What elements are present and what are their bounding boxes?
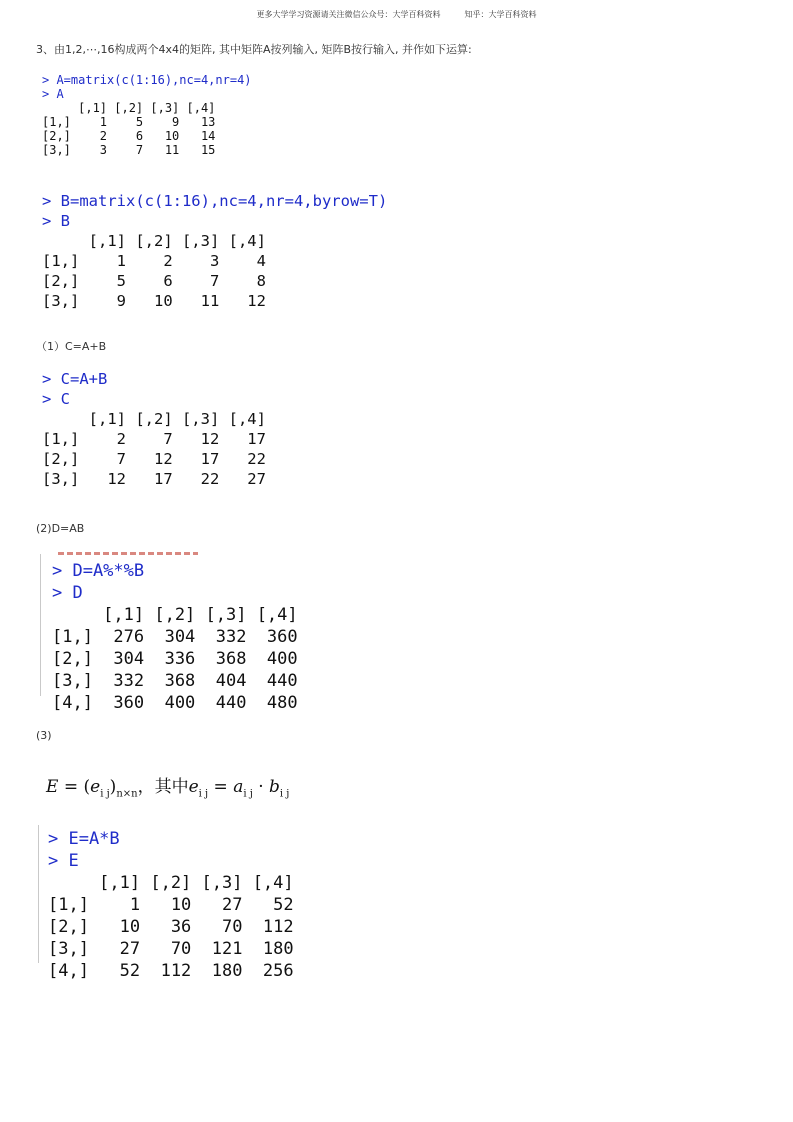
console-output-line: [3,] 9 10 11 12 xyxy=(42,292,266,310)
console-command-line: > A=matrix(c(1:16),nc=4,nr=4) xyxy=(42,73,252,87)
console-output-line: [1,] 276 304 332 360 xyxy=(52,627,298,647)
console-output-line: [1,] 1 10 27 52 xyxy=(48,895,294,915)
console-command-line: > A xyxy=(42,87,64,101)
console-output-line: [1,] 1 2 3 4 xyxy=(42,252,266,270)
console-output-line: [3,] 27 70 121 180 xyxy=(48,939,294,959)
console-output-line: [2,] 10 36 70 112 xyxy=(48,917,294,937)
console-block-a xyxy=(42,73,302,157)
formula-e-definition: $E = (e_{i j})_{n\times n}$，其中$e_{i j} = a_{i j} \cdot b_{i j}$ xyxy=(46,777,290,800)
console-output-line: [,1] [,2] [,3] [,4] xyxy=(42,101,216,115)
console-output-line: [,1] [,2] [,3] [,4] xyxy=(48,873,294,893)
console-output-line: [3,] 332 368 404 440 xyxy=(52,671,298,691)
cropped-previous-line xyxy=(58,552,198,555)
console-block-d xyxy=(52,560,352,713)
console-command-line: > B xyxy=(42,212,70,230)
console-output-line: [2,] 7 12 17 22 xyxy=(42,450,266,468)
section-label-3: (3) xyxy=(36,729,52,742)
console-command-line: > D xyxy=(52,583,83,603)
section-label-2: (2)D=AB xyxy=(36,522,85,535)
console-command-line: > E=A*B xyxy=(48,829,120,849)
console-output-line: [1,] 2 7 12 17 xyxy=(42,430,266,448)
console-command-line: > B=matrix(c(1:16),nc=4,nr=4,byrow=T) xyxy=(42,192,388,210)
console-edge xyxy=(40,554,41,696)
console-command-line: > E xyxy=(48,851,79,871)
console-output-line: [,1] [,2] [,3] [,4] xyxy=(42,410,266,428)
console-block-b xyxy=(42,191,442,309)
console-command-line: > C xyxy=(42,390,70,408)
console-output-line: [1,] 1 5 9 13 xyxy=(42,115,216,129)
console-output-line: [,1] [,2] [,3] [,4] xyxy=(52,605,298,625)
console-output-line: [4,] 360 400 440 480 xyxy=(52,693,298,713)
console-block-e xyxy=(48,828,348,981)
console-command-line: > C=A+B xyxy=(42,370,108,388)
console-output-line: [2,] 2 6 10 14 xyxy=(42,129,216,143)
console-command-line: > D=A%*%B xyxy=(52,561,145,581)
console-block-c xyxy=(42,369,342,490)
page-header: 更多大学学习资源请关注微信公众号：大学百科资料 知乎：大学百科资料 xyxy=(256,10,537,19)
section-label-1: （1）C=A+B xyxy=(36,340,107,353)
console-output-line: [3,] 3 7 11 15 xyxy=(42,143,216,157)
console-output-line: [,1] [,2] [,3] [,4] xyxy=(42,232,266,250)
console-edge xyxy=(38,825,39,963)
console-output-line: [2,] 5 6 7 8 xyxy=(42,272,266,290)
console-output-line: [2,] 304 336 368 400 xyxy=(52,649,298,669)
intro-text: 3、由1,2,⋯,16构成两个4x4的矩阵, 其中矩阵A按列输入, 矩阵B按行输入, 并作如下运算: xyxy=(36,43,472,56)
console-output-line: [4,] 52 112 180 256 xyxy=(48,961,294,981)
console-output-line: [3,] 12 17 22 27 xyxy=(42,470,266,488)
